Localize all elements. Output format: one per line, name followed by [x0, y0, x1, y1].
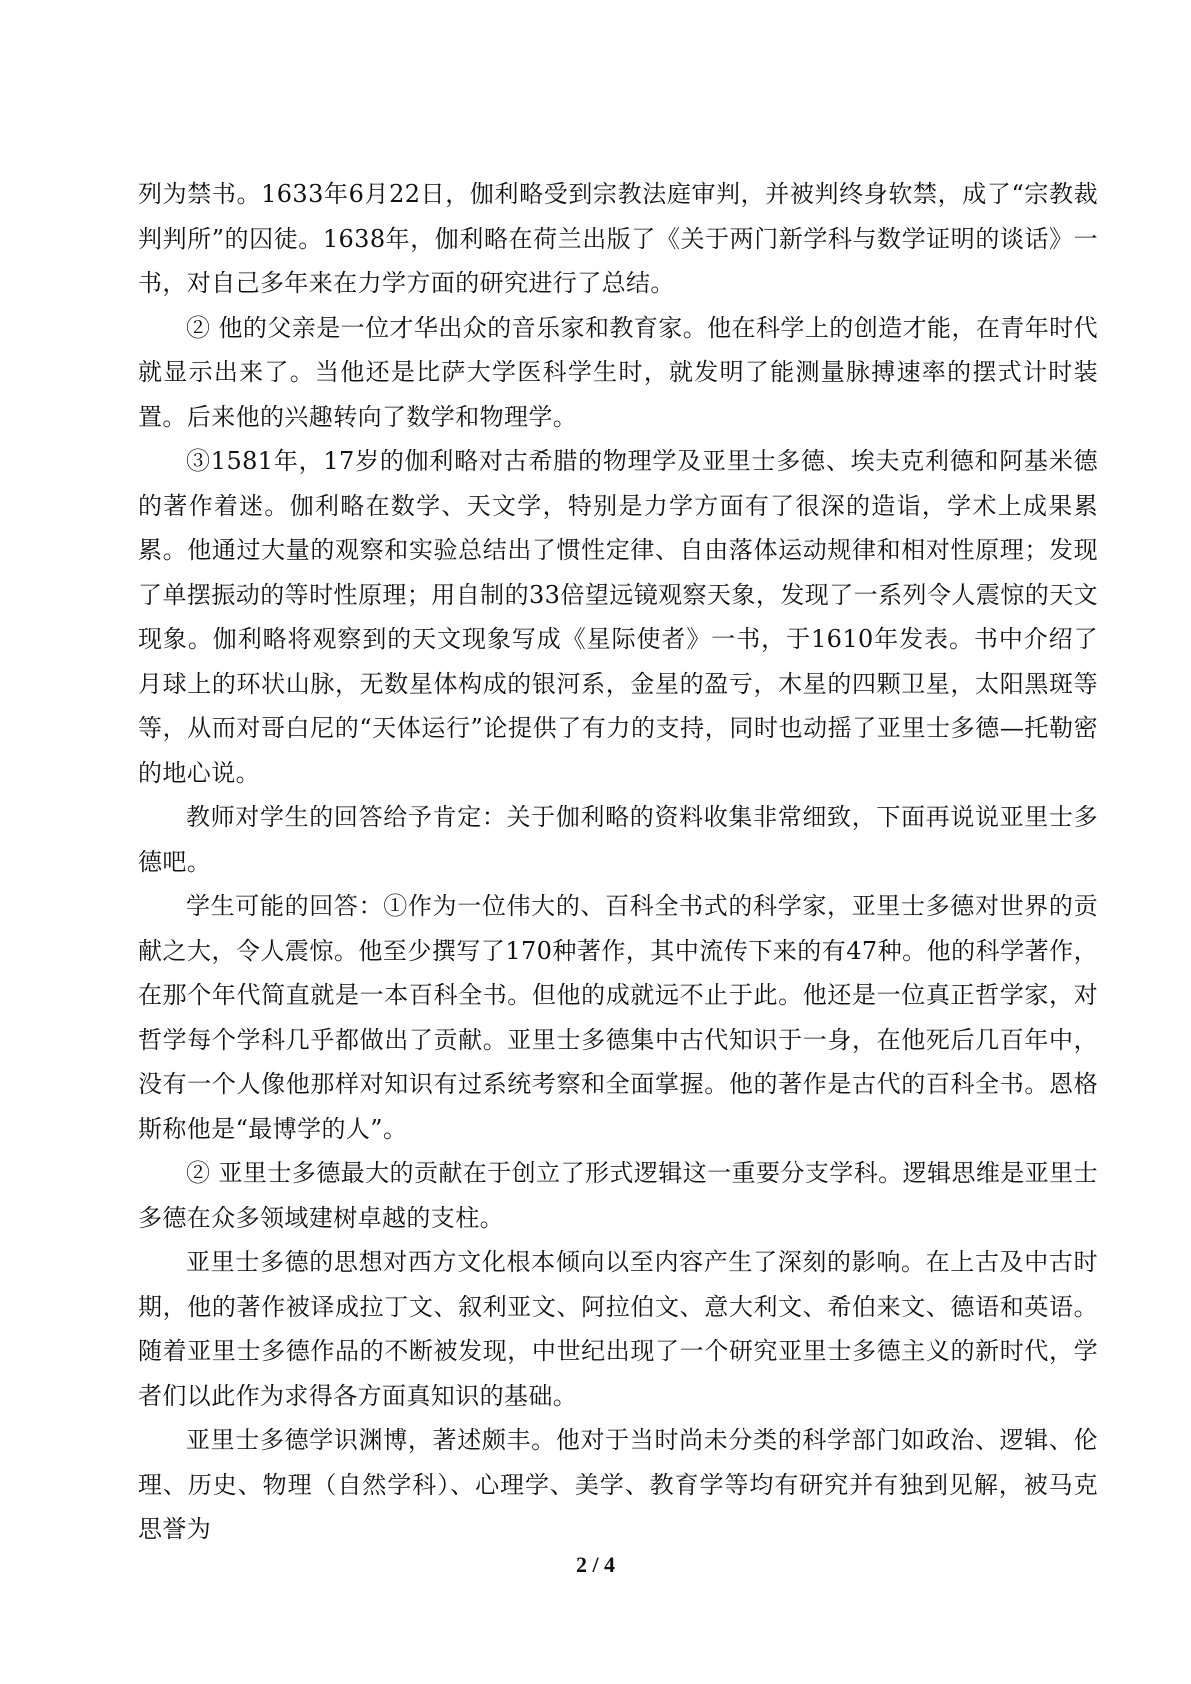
paragraph-continuation: 列为禁书。1633年6月22日，伽利略受到宗教法庭审判，并被判终身软禁，成了“宗教裁判判所”的囚徒。1638年，伽利略在荷兰出版了《关于两门新学科与数学证明的谈话》一书，对自己多年来在力学方面的研究进行了总结。 [138, 180, 1098, 297]
paragraph-galileo-achievements: ③1581年，17岁的伽利略对古希腊的物理学及亚里士多德、埃夫克利德和阿基米德的著作着迷。伽利略在数学、天文学，特别是力学方面有了很深的造诣，学术上成果累累。他通过大量的观察和实验总结出了惯性定律、自由落体运动规律和相对性原理；发现了单摆振动的等时性原理；用自制的33倍望远镜观察天象，发现了一系列令人震惊的天文现象。伽利略将观察到的天文现象写成《星际使者》一书，于1610年发表。书中介绍了月球上的环状山脉，无数星体构成的银河系，金星的盈亏，木星的四颗卫星，太阳黑斑等等，从而对哥白尼的“天体运行”论提供了有力的支持，同时也动摇了亚里士多德—托勒密的地心说。 [138, 447, 1098, 787]
paragraph-aristotle-influence: 亚里士多德的思想对西方文化根本倾向以至内容产生了深刻的影响。在上古及中古时期，他的著作被译成拉丁文、叙利亚文、阿拉伯文、意大利文、希伯来文、德语和英语。随着亚里士多德作品的不断被发现，中世纪出现了一个研究亚里士多德主义的新时代，学者们以此作为求得各方面真知识的基础。 [138, 1248, 1098, 1410]
paragraph-aristotle-answer-2: ② 亚里士多德最大的贡献在于创立了形式逻辑这一重要分支学科。逻辑思维是亚里士多德在众多领域建树卓越的支柱。 [138, 1159, 1098, 1232]
document-body [138, 172, 1098, 1552]
page-number: 2 / 4 [575, 1552, 616, 1577]
paragraph-galileo-father: ② 他的父亲是一位才华出众的音乐家和教育家。他在科学上的创造才能，在青年时代就显示出来了。当他还是比萨大学医科学生时，就发明了能测量脉搏速率的摆式计时装置。后来他的兴趣转向了数学和物理学。 [138, 313, 1098, 431]
paragraph-teacher-comment: 教师对学生的回答给予肯定：关于伽利略的资料收集非常细致，下面再说说亚里士多德吧。 [138, 803, 1098, 876]
paragraph-aristotle-learning: 亚里士多德学识渊博，著述颇丰。他对于当时尚未分类的科学部门如政治、逻辑、伦理、历史、物理（自然学科）、心理学、美学、教育学等均有研究并有独到见解，被马克思誉为 [138, 1426, 1098, 1543]
paragraph-aristotle-answer-1: 学生可能的回答：①作为一位伟大的、百科全书式的科学家，亚里士多德对世界的贡献之大，令人震惊。他至少撰写了170种著作，其中流传下来的有47种。他的科学著作，在那个年代简直就是一本百科全书。但他的成就远不止于此。他还是一位真正哲学家，对哲学每个学科几乎都做出了贡献。亚里士多德集中古代知识于一身，在他死后几百年中，没有一个人像他那样对知识有过系统考察和全面掌握。他的著作是古代的百科全书。恩格斯称他是“最博学的人”。 [138, 892, 1098, 1143]
